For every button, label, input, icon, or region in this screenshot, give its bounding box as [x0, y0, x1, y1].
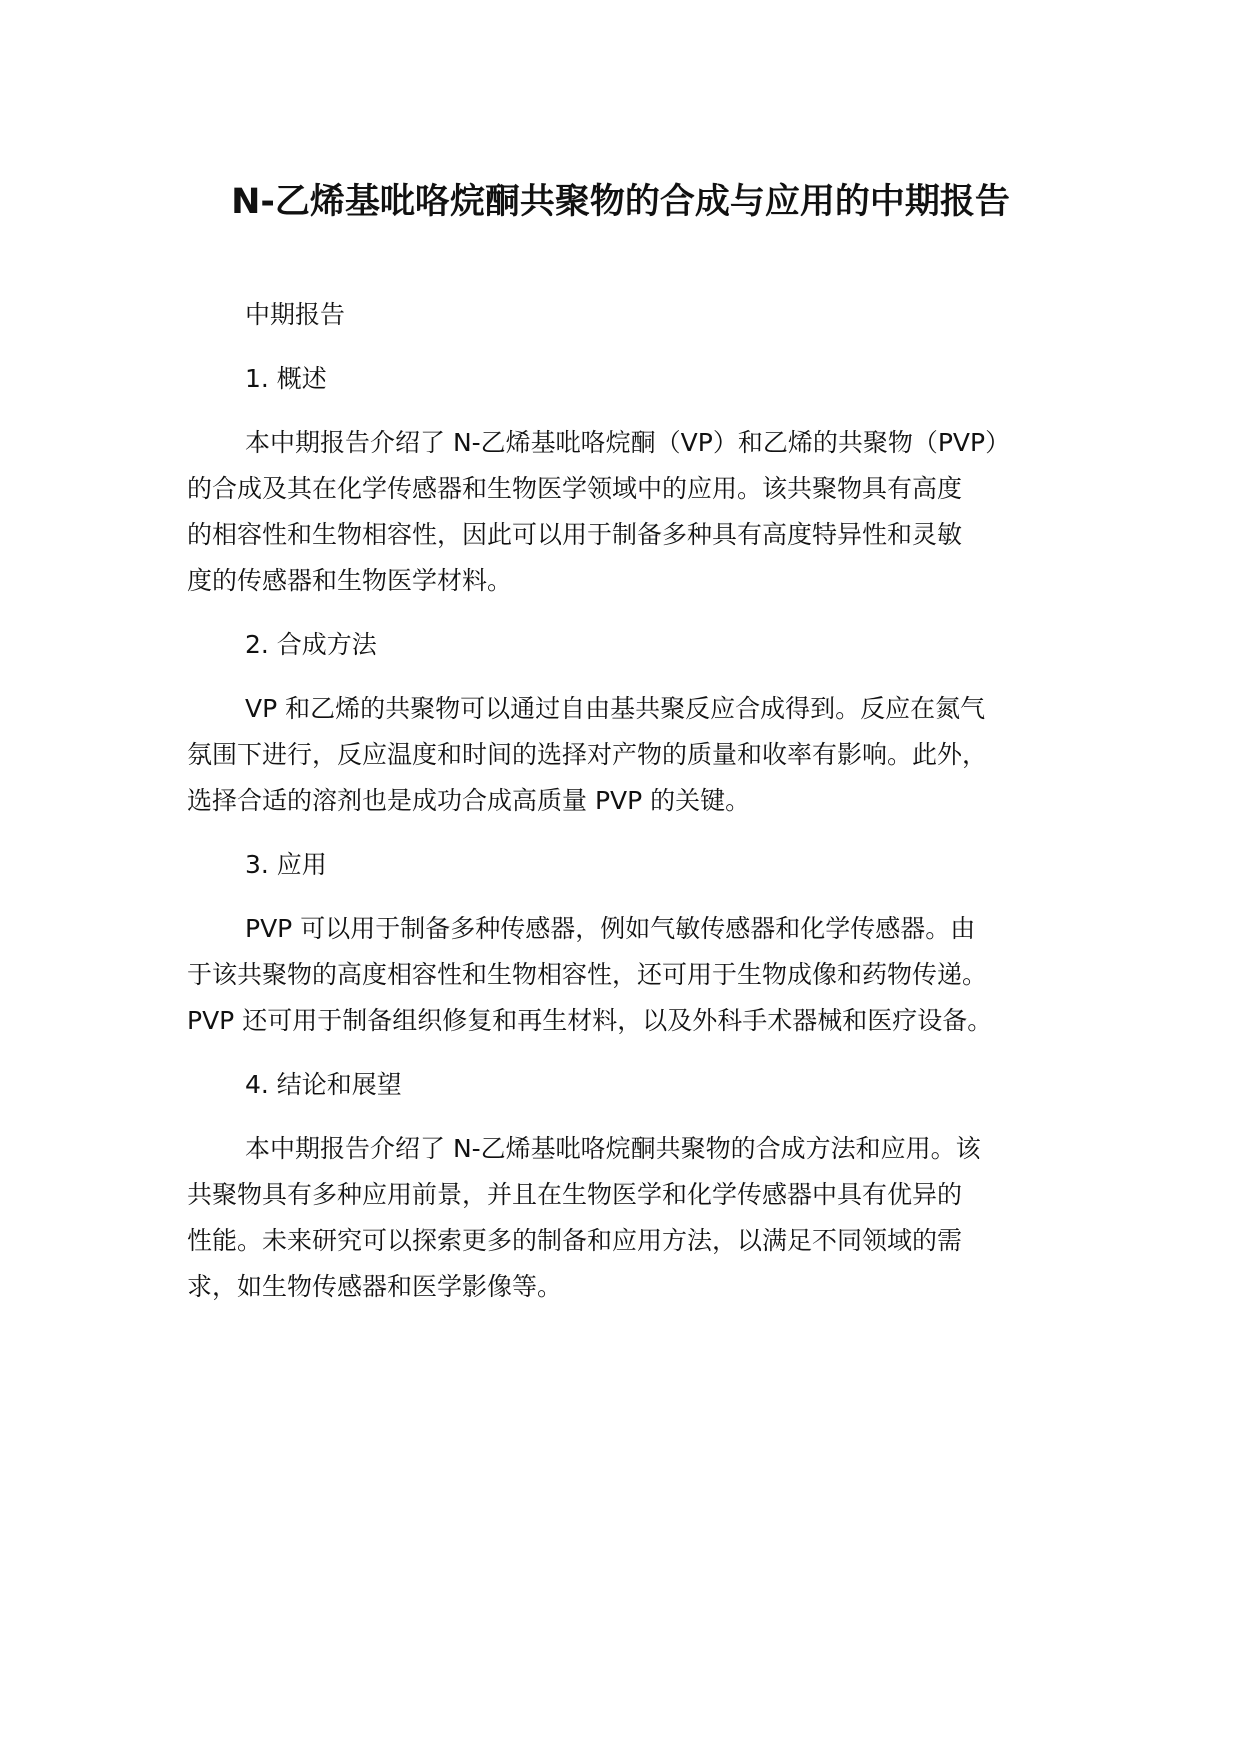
- paragraph-line: 本中期报告介绍了 N-乙烯基吡咯烷酮（VP）和乙烯的共聚物（PVP）: [245, 428, 1011, 457]
- section-heading-applications: 3. 应用: [245, 850, 327, 879]
- document-title: N-乙烯基吡咯烷酮共聚物的合成与应用的中期报告: [231, 182, 1010, 222]
- section-heading-conclusion: 4. 结论和展望: [245, 1070, 402, 1099]
- paragraph-line: 度的传感器和生物医学材料。: [187, 566, 513, 595]
- paragraph-line: 的相容性和生物相容性，因此可以用于制备多种具有高度特异性和灵敏: [187, 520, 963, 549]
- paragraph-line: 选择合适的溶剂也是成功合成高质量 PVP 的关键。: [187, 786, 751, 815]
- paragraph-line: VP 和乙烯的共聚物可以通过自由基共聚反应合成得到。反应在氮气: [245, 694, 986, 723]
- document-body: [187, 292, 1067, 1328]
- section-paragraph-conclusion: [187, 1126, 1067, 1310]
- section-paragraph-applications: [187, 906, 1067, 1044]
- paragraph-line: 于该共聚物的高度相容性和生物相容性，还可用于生物成像和药物传递。: [187, 960, 988, 989]
- paragraph-line: 共聚物具有多种应用前景，并且在生物医学和化学传感器中具有优异的: [187, 1180, 963, 1209]
- paragraph-line: 的合成及其在化学传感器和生物医学领域中的应用。该共聚物具有高度: [187, 474, 963, 503]
- section-heading-overview: 1. 概述: [245, 364, 327, 393]
- section-heading-synthesis: 2. 合成方法: [245, 630, 377, 659]
- paragraph-line: PVP 还可用于制备组织修复和再生材料，以及外科手术器械和医疗设备。: [187, 1006, 993, 1035]
- paragraph-line: 本中期报告介绍了 N-乙烯基吡咯烷酮共聚物的合成方法和应用。该: [245, 1134, 981, 1163]
- document-subtitle: 中期报告: [245, 300, 346, 329]
- section-paragraph-overview: [187, 420, 1067, 604]
- paragraph-line: PVP 可以用于制备多种传感器，例如气敏传感器和化学传感器。由: [245, 914, 976, 943]
- section-paragraph-synthesis: [187, 686, 1067, 824]
- paragraph-line: 氛围下进行，反应温度和时间的选择对产物的质量和收率有影响。此外，: [187, 740, 988, 769]
- paragraph-line: 求，如生物传感器和医学影像等。: [187, 1272, 563, 1301]
- paragraph-line: 性能。未来研究可以探索更多的制备和应用方法，以满足不同领域的需: [187, 1226, 963, 1255]
